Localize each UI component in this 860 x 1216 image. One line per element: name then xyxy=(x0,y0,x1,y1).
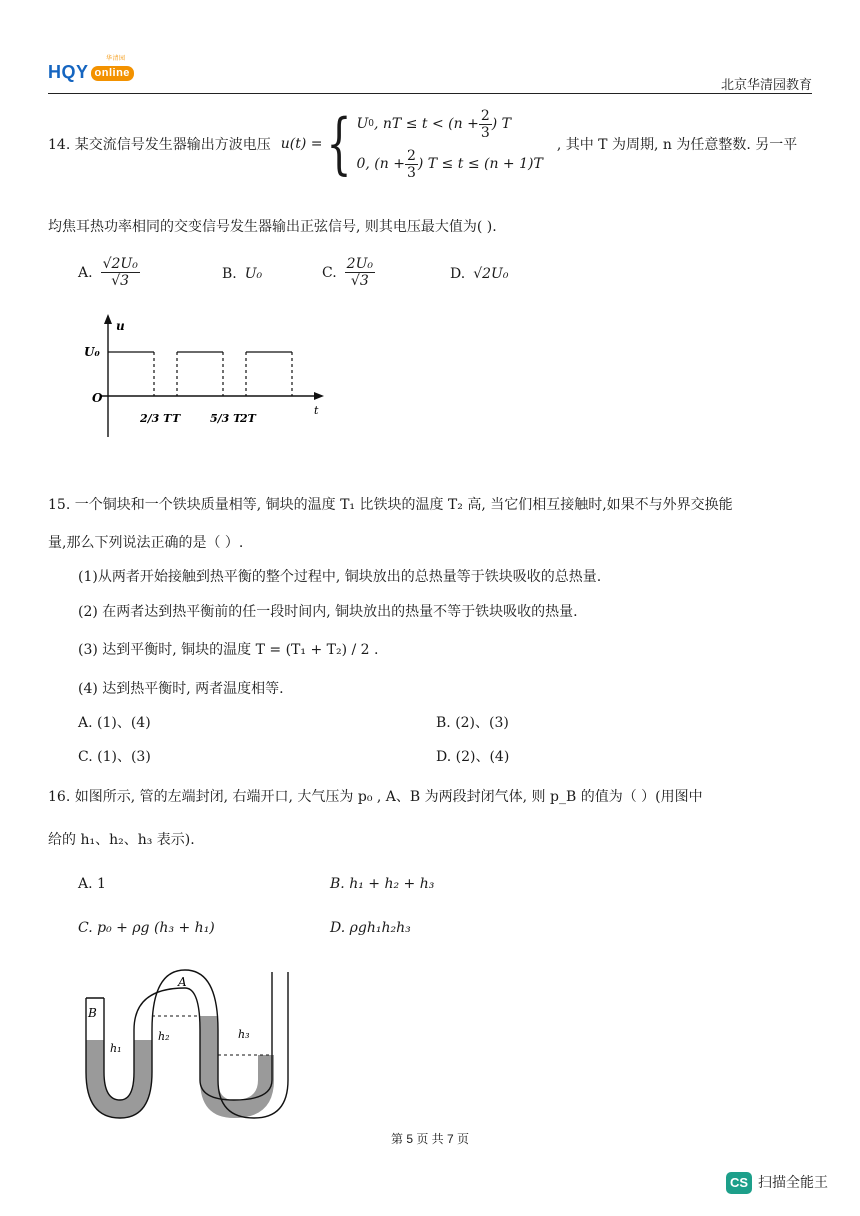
u-axis-arrow xyxy=(104,314,112,324)
q14-case2 xyxy=(356,144,542,184)
camscanner-watermark xyxy=(726,1172,828,1194)
q14-case2-cond: ) T ≤ t ≤ (n + 1)T xyxy=(417,156,543,172)
q15-statement-1: (1)从两者开始接触到热平衡的整个过程中, 铜块放出的总热量等于铁块吸收的总热量. xyxy=(78,569,602,585)
gas-a-label: A xyxy=(178,975,187,989)
tick-five-thirds-t: 5/3 T xyxy=(210,412,242,425)
q15-statement-3: (3) 达到平衡时, 铜块的温度 T = (T₁ + T₂) / 2 . xyxy=(78,642,379,658)
logo-badge: online xyxy=(91,66,134,81)
q14-option-d: D. √2U₀ xyxy=(450,266,509,282)
tick-2t: 2T xyxy=(240,412,256,425)
tick-two-thirds-t: 2/3 T xyxy=(140,412,172,425)
q14-case1-cond: , nT ≤ t < (n + xyxy=(374,116,479,132)
q14-option-c: C. $\frac{\text{2U₀}}{√3}$ xyxy=(322,256,373,289)
page-number: 第 5 页 共 7 页 xyxy=(390,1132,470,1146)
q14-prefix: 14. 某交流信号发生器输出方波电压 xyxy=(48,137,271,153)
q14-case1-u: U xyxy=(356,116,369,132)
camscanner-icon: CS xyxy=(726,1172,752,1194)
u0-label: U₀ xyxy=(84,345,100,359)
organization-name: 北京华清园教育 xyxy=(720,77,812,92)
q14-stem-line1 xyxy=(48,104,797,184)
q14-case1-end: ) T xyxy=(491,116,511,132)
q14-piecewise xyxy=(356,104,542,184)
hqy-online-logo xyxy=(48,56,134,83)
h1-label: h₁ xyxy=(110,1042,122,1055)
q15-statement-2: (2) 在两者达到热平衡前的任一段时间内, 铜块放出的热量不等于铁块吸收的热量. xyxy=(78,604,578,620)
q14-case1: U 0 , nT ≤ t < (n + $\frac{2}{3}$ ) T xyxy=(356,107,511,141)
u-tube-figure xyxy=(78,960,298,1125)
q14-stem-line2: 均焦耳热功率相同的交变信号发生器输出正弦信号, 则其电压最大值为( ). xyxy=(48,219,497,235)
q16-option-a: A. 1 xyxy=(78,876,106,892)
logo-text: HQY xyxy=(48,62,89,82)
q14-brace: { xyxy=(326,105,353,182)
q16-option-c: C. p₀ + ρg (h₃ + h₁) xyxy=(78,920,215,936)
q15-option-d: D. (2)、(4) xyxy=(436,749,510,765)
t-axis-arrow xyxy=(314,392,324,400)
wave xyxy=(108,352,292,396)
t-label: t xyxy=(314,404,319,417)
q14-option-a: A. $\frac{\text{√2U₀}}{√3}$ xyxy=(78,256,138,289)
camscanner-name: 扫描全能王 xyxy=(758,1174,828,1190)
square-wave-graph xyxy=(80,312,340,452)
logo-sub: 华清园 xyxy=(106,56,126,62)
tick-t: T xyxy=(172,412,181,425)
q14-func: u(t) = xyxy=(280,136,323,152)
h2-label: h₂ xyxy=(158,1030,170,1043)
q15-option-c: C. (1)、(3) xyxy=(78,749,151,765)
q16-option-b: B. h₁ + h₂ + h₃ xyxy=(330,876,435,892)
q15-option-a: A. (1)、(4) xyxy=(78,715,151,731)
h3-label: h₃ xyxy=(238,1028,250,1041)
u-label: u xyxy=(116,319,125,333)
q14-case2-frac: $\frac{2}{3}$ xyxy=(406,147,416,181)
q14-case1-frac: $\frac{2}{3}$ xyxy=(480,107,490,141)
q15-stem-line2: 量,那么下列说法正确的是（ ）. xyxy=(48,535,244,551)
q14-option-b: B. U₀ xyxy=(222,266,263,282)
q15-statement-4: (4) 达到热平衡时, 两者温度相等. xyxy=(78,681,284,697)
header-rule xyxy=(48,93,812,94)
origin-label: O xyxy=(92,391,103,405)
gas-b-label: B xyxy=(88,1006,97,1020)
q15-stem-line1: 15. 一个铜块和一个铁块质量相等, 铜块的温度 T₁ 比铁块的温度 T₂ 高, 当它们相互接触时,如果不与外界交换能 xyxy=(48,497,733,513)
q16-stem-line1: 16. 如图所示, 管的左端封闭, 右端开口, 大气压为 p₀ , A、B 为两段封闭气体, 则 p_B 的值为（ ）(用图中 xyxy=(48,789,703,805)
q16-stem-line2: 给的 h₁、h₂、h₃ 表示). xyxy=(48,832,195,848)
q14-case2-left: 0, (n + xyxy=(356,156,405,172)
q15-option-b: B. (2)、(3) xyxy=(436,715,509,731)
q14-suffix: , 其中 T 为周期, n 为任意整数. 另一平 xyxy=(556,137,798,153)
q16-option-d: D. ρgh₁h₂h₃ xyxy=(330,920,411,936)
